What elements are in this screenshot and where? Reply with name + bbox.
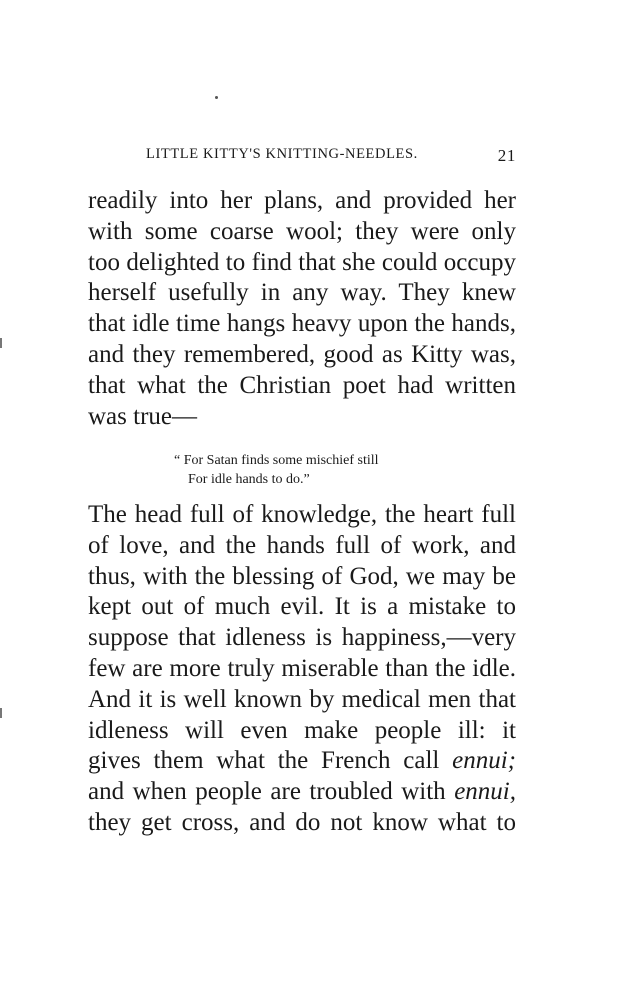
text-line: they get cross, and do not know what to [88,808,516,836]
italic-word: ennui, [454,778,516,806]
text-line: and they remembered, good as Kitty was, [88,340,516,368]
paragraph-2 [88,500,516,839]
scan-edge-mark [0,338,2,348]
text-line [88,777,516,808]
text-line: The head full of knowledge, the heart full [88,501,516,528]
text-segment: gives them what the French call [88,747,440,775]
text-line: that what the Christian poet had written [88,371,516,399]
text-line: few are more truly miserable than the idle. [88,654,516,682]
text-line: was true— [88,402,197,430]
verse-line: For idle hands to do.” [188,472,310,487]
text-line: with some coarse wool; they were only [88,217,516,245]
text-line: of love, and the hands full of work, and [88,531,516,559]
text-line: that idle time hangs heavy upon the hands, [88,310,516,338]
text-line: too delighted to find that she could occupy [88,248,516,276]
text-line: And it is well known by medical men that [88,685,516,713]
paragraph-1 [88,186,516,432]
text-line: kept out of much evil. It is a mistake to [88,593,516,621]
scan-speck [215,96,218,99]
text-line: idleness will even make people ill: it [88,716,516,744]
text-segment: and when people are troubled with [88,778,446,806]
running-title: LITTLE KITTY'S KNITTING-NEEDLES. [146,146,418,162]
text-line: suppose that idleness is happiness,—very [88,624,516,652]
scan-edge-mark [0,708,2,718]
text-line: thus, with the blessing of God, we may be [88,562,516,590]
italic-word: ennui; [452,747,517,775]
verse-line: “ For Satan finds some mischief still [174,453,379,468]
text-line: readily into her plans, and provided her [88,187,516,214]
page-number: 21 [497,146,516,165]
verse-quote [174,451,379,489]
text-line [88,746,516,777]
running-header [88,146,516,170]
text-line: herself usefully in any way. They knew [88,279,516,307]
